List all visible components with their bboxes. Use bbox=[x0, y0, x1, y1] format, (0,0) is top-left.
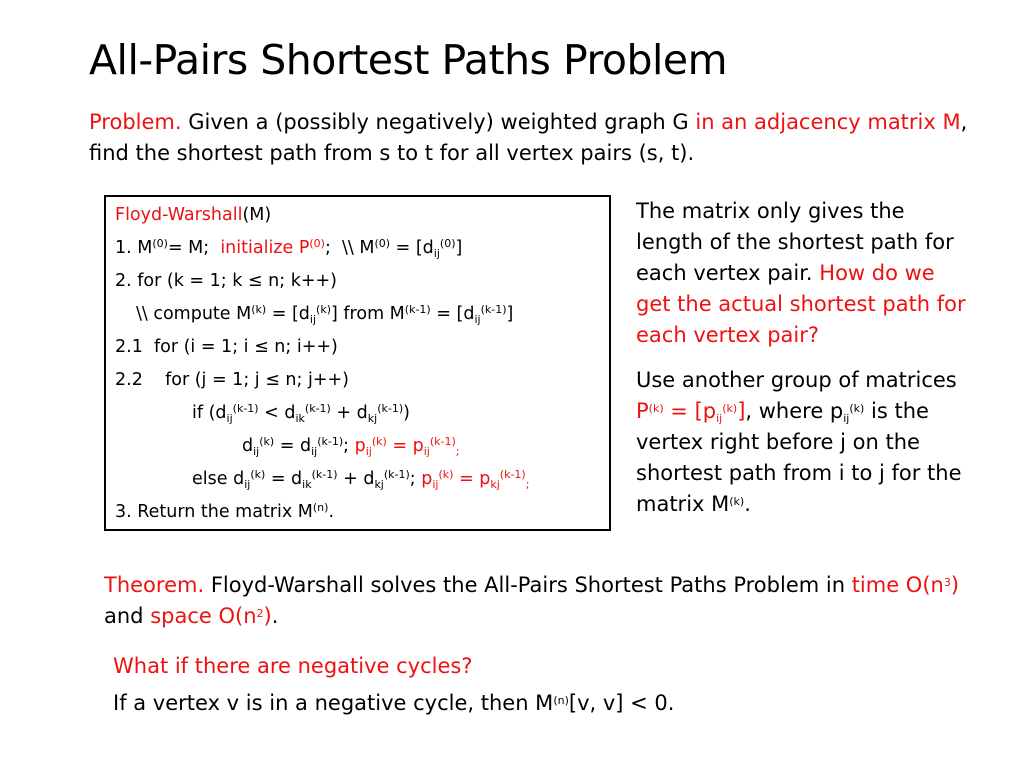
slide-title: All-Pairs Shortest Paths Problem bbox=[89, 36, 728, 84]
algorithm-box bbox=[104, 195, 611, 531]
side-note-text: The matrix only gives the length of the shortest path for each vertex pair. bbox=[636, 199, 954, 285]
algo-line-2: 2. for (k = 1; k ≤ n; k++) bbox=[115, 271, 337, 291]
theorem-and: and bbox=[104, 604, 151, 628]
problem-label: Problem. bbox=[89, 110, 182, 134]
algo-line-if: if $(d_{ij}^{(k-1)} < d_{ik}^{(k-1)} + d_{kj}^{(k-1)})$ bbox=[192, 402, 410, 425]
theorem-space: space $O(n^2)$ bbox=[150, 604, 272, 628]
theorem-end: . bbox=[271, 604, 279, 628]
algo-line-2-2: 2.2 for (j = 1; j ≤ n; j++) bbox=[115, 370, 349, 390]
theorem bbox=[104, 570, 984, 632]
problem-text-2: , find the shortest path from s to t for all vertex pairs (s, t). bbox=[89, 110, 968, 165]
theorem-time: time $O(n^3)$ bbox=[851, 573, 960, 597]
problem-text-1: Given a (possibly negatively) weighted graph G bbox=[181, 110, 696, 134]
side-note bbox=[636, 196, 966, 520]
problem-statement bbox=[89, 107, 969, 169]
algorithm-param: (M) bbox=[242, 205, 272, 225]
algo-line-comment: \\ compute $M^{(k)} = [d_{ij}^{(k)}]$ from $M^{(k-1)} = [d_{ij}^{(k-1)}]$ bbox=[136, 303, 514, 326]
theorem-label: Theorem. bbox=[104, 573, 205, 597]
side-note-question: How do we get the actual shortest path for each vertex pair? bbox=[636, 261, 966, 347]
problem-highlight: in an adjacency matrix M bbox=[695, 110, 961, 134]
algo-line-1: 1. $M^{(0)}= M$; initialize $P^{(0)}$; \\ $M^{(0)} = [d_{ij}^{(0)}]$ bbox=[115, 237, 463, 260]
theorem-text: Floyd-Warshall solves the All-Pairs Shortest Paths Problem in bbox=[204, 573, 852, 597]
algo-line-2-1: 2.1 for (i = 1; i ≤ n; i++) bbox=[115, 337, 338, 357]
algorithm-header bbox=[115, 205, 271, 225]
algorithm-name: Floyd-Warshall bbox=[115, 205, 243, 225]
side-note-para-2: Use another group of matrices $P^{(k)} = [p_{ij}^{(k)}]$, where $p_{ij}^{(k)}$ is the vertex right before j on the shortest path from i to j for the matrix $M^{(k)}$. bbox=[636, 368, 962, 516]
negative-cycle-answer: If a vertex v is in a negative cycle, then $M^{(n)}[v$, v] < 0. bbox=[113, 691, 675, 715]
algo-line-then: $d_{ij}^{(k)} = d_{ij}^{(k-1)}$; $p_{ij}^{(k)} = p_{ij}^{(k-1)}_;$ bbox=[242, 435, 460, 458]
side-note-para-1 bbox=[636, 196, 966, 351]
algo-line-3: 3. Return the matrix $M^{(n)}$. bbox=[115, 501, 335, 522]
negative-cycle-question: What if there are negative cycles? bbox=[113, 654, 473, 678]
algo-line-else: else $d_{ij}^{(k)} = d_{ik}^{(k-1)} + d_{kj}^{(k-1)}$; $p_{ij}^{(k)} = p_{kj}^{(k-1)}_;$ bbox=[192, 468, 530, 491]
